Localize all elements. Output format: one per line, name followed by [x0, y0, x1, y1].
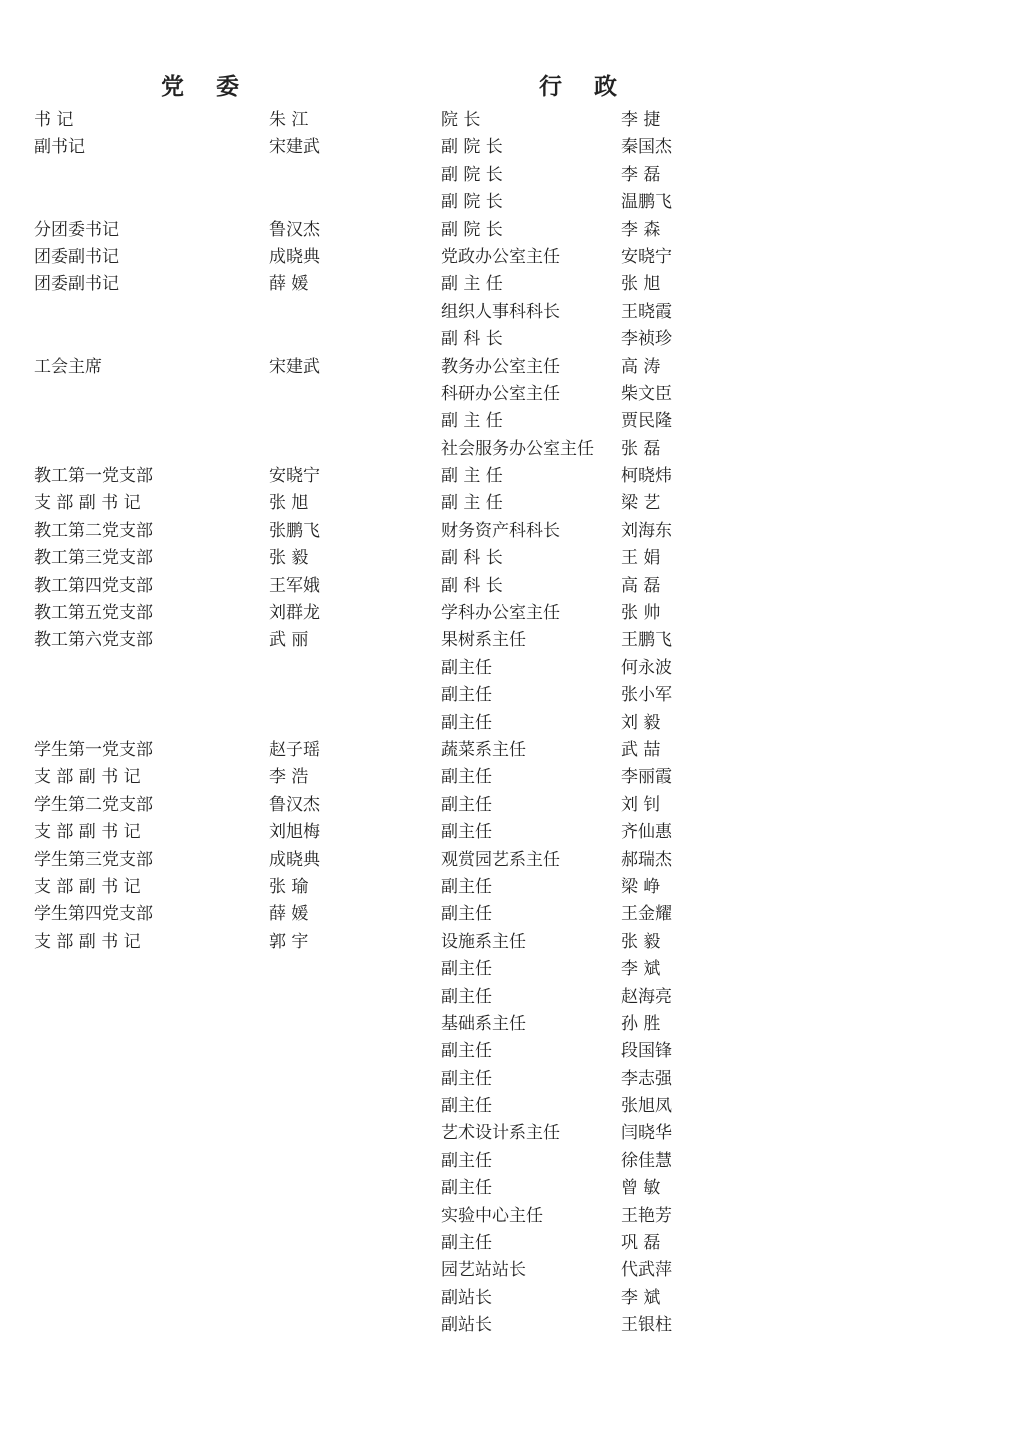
list-item	[34, 326, 354, 353]
person-name: 梁 峥	[621, 876, 661, 897]
position-title: 支 部 副 书 记	[34, 493, 141, 514]
list-item	[34, 600, 354, 627]
position-title: 副主任	[441, 876, 492, 897]
list-item	[441, 1038, 701, 1065]
administration-heading: 行 政	[539, 73, 630, 100]
list-item	[34, 217, 354, 244]
list-item	[441, 545, 701, 572]
person-name: 赵海亮	[621, 986, 672, 1007]
list-item	[441, 710, 701, 737]
list-item	[441, 874, 701, 901]
list-item	[441, 326, 701, 353]
position-title: 团委副书记	[34, 274, 119, 295]
person-name: 李 斌	[621, 959, 661, 980]
position-title: 支 部 副 书 记	[34, 822, 141, 843]
person-name: 李祯珍	[621, 329, 672, 350]
list-item	[441, 573, 701, 600]
position-title: 副 科 长	[441, 575, 503, 596]
list-item	[34, 408, 354, 435]
person-name: 张 毅	[621, 931, 661, 952]
list-item	[441, 655, 701, 682]
list-item	[441, 244, 701, 271]
position-title: 副 主 任	[441, 411, 503, 432]
person-name: 张旭凤	[621, 1096, 672, 1117]
list-item	[34, 545, 354, 572]
position-title: 副 主 任	[441, 466, 503, 487]
list-item	[441, 682, 701, 709]
person-name: 赵子瑶	[269, 739, 320, 760]
person-name: 王 娟	[621, 548, 661, 569]
position-title: 副主任	[441, 685, 492, 706]
list-item	[441, 1148, 701, 1175]
list-item	[441, 1312, 701, 1339]
list-item	[441, 792, 701, 819]
person-name: 李志强	[621, 1068, 672, 1089]
position-title: 观赏园艺系主任	[441, 849, 560, 870]
person-name: 张 瑜	[269, 876, 309, 897]
person-name: 刘海东	[621, 520, 672, 541]
list-item	[34, 929, 354, 956]
person-name: 柯晓炜	[621, 466, 672, 487]
list-item	[441, 107, 701, 134]
position-title: 教工第一党支部	[34, 466, 153, 487]
position-title: 副主任	[441, 1041, 492, 1062]
list-item	[441, 1011, 701, 1038]
person-name: 曾 敏	[621, 1178, 661, 1199]
list-item	[34, 107, 354, 134]
list-item	[441, 1093, 701, 1120]
party-committee-heading: 党 委	[161, 73, 252, 100]
position-title: 教工第三党支部	[34, 548, 153, 569]
person-name: 张 旭	[269, 493, 309, 514]
person-name: 李丽霞	[621, 767, 672, 788]
person-name: 何永波	[621, 657, 672, 678]
list-item	[441, 847, 701, 874]
list-item	[441, 217, 701, 244]
list-item	[441, 737, 701, 764]
list-item	[34, 299, 354, 326]
person-name: 闫晓华	[621, 1123, 672, 1144]
position-title: 蔬菜系主任	[441, 739, 526, 760]
position-title: 工会主席	[34, 356, 102, 377]
person-name: 高 磊	[621, 575, 661, 596]
position-title: 社会服务办公室主任	[441, 438, 594, 459]
position-title: 副 院 长	[441, 192, 503, 213]
position-title: 学科办公室主任	[441, 603, 560, 624]
list-item	[441, 463, 701, 490]
person-name: 张 磊	[621, 438, 661, 459]
list-item	[34, 901, 354, 928]
list-item	[34, 792, 354, 819]
person-name: 张 毅	[269, 548, 309, 569]
position-title: 副主任	[441, 986, 492, 1007]
list-item	[441, 956, 701, 983]
list-item	[34, 764, 354, 791]
list-item	[34, 244, 354, 271]
person-name: 王晓霞	[621, 301, 672, 322]
list-item	[34, 682, 354, 709]
person-name: 薛 媛	[269, 904, 309, 925]
position-title: 副 院 长	[441, 164, 503, 185]
list-item	[34, 354, 354, 381]
position-title: 教工第五党支部	[34, 603, 153, 624]
list-item	[441, 299, 701, 326]
person-name: 王艳芳	[621, 1205, 672, 1226]
list-item	[441, 408, 701, 435]
person-name: 张 旭	[621, 274, 661, 295]
list-item	[34, 710, 354, 737]
person-name: 刘 钊	[621, 794, 661, 815]
position-title: 学生第二党支部	[34, 794, 153, 815]
person-name: 成晓典	[269, 246, 320, 267]
person-name: 李 浩	[269, 767, 309, 788]
person-name: 张 帅	[621, 603, 661, 624]
position-title: 院 长	[441, 110, 481, 130]
person-name: 齐仙惠	[621, 822, 672, 843]
list-item	[34, 573, 354, 600]
list-item	[441, 1120, 701, 1147]
list-item	[441, 1203, 701, 1230]
person-name: 刘群龙	[269, 603, 320, 624]
position-title: 副主任	[441, 1150, 492, 1171]
position-title: 学生第四党支部	[34, 904, 153, 925]
person-name: 武 丽	[269, 630, 309, 651]
list-item	[34, 737, 354, 764]
position-title: 副站长	[441, 1315, 492, 1336]
person-name: 李 磊	[621, 164, 661, 185]
person-name: 刘旭梅	[269, 822, 320, 843]
person-name: 贾民隆	[621, 411, 672, 432]
person-name: 孙 胜	[621, 1013, 661, 1034]
list-item	[441, 1230, 701, 1257]
position-title: 支 部 副 书 记	[34, 767, 141, 788]
person-name: 柴文臣	[621, 383, 672, 404]
person-name: 鲁汉杰	[269, 794, 320, 815]
position-title: 副书记	[34, 137, 85, 158]
person-name: 李 捷	[621, 110, 661, 130]
position-title: 副站长	[441, 1287, 492, 1308]
administration-list	[441, 107, 701, 1340]
person-name: 王军娥	[269, 575, 320, 596]
list-item	[441, 819, 701, 846]
person-name: 郭 宇	[269, 931, 309, 952]
party-committee-list	[34, 107, 354, 956]
person-name: 张小军	[621, 685, 672, 706]
position-title: 副主任	[441, 904, 492, 925]
list-item	[441, 901, 701, 928]
position-title: 果树系主任	[441, 630, 526, 651]
position-title: 副主任	[441, 959, 492, 980]
person-name: 李 森	[621, 219, 661, 240]
position-title: 支 部 副 书 记	[34, 931, 141, 952]
list-item	[441, 518, 701, 545]
position-title: 书 记	[34, 110, 74, 130]
list-item	[34, 162, 354, 189]
person-name: 武 喆	[621, 739, 661, 760]
position-title: 设施系主任	[441, 931, 526, 952]
list-item	[441, 1257, 701, 1284]
position-title: 副主任	[441, 657, 492, 678]
person-name: 梁 艺	[621, 493, 661, 514]
list-item	[441, 354, 701, 381]
person-name: 王金耀	[621, 904, 672, 925]
list-item	[441, 381, 701, 408]
position-title: 基础系主任	[441, 1013, 526, 1034]
list-item	[34, 819, 354, 846]
position-title: 副 院 长	[441, 219, 503, 240]
person-name: 王银柱	[621, 1315, 672, 1336]
person-name: 宋建武	[269, 137, 320, 158]
person-name: 安晓宁	[621, 246, 672, 267]
person-name: 成晓典	[269, 849, 320, 870]
position-title: 实验中心主任	[441, 1205, 543, 1226]
person-name: 徐佳慧	[621, 1150, 672, 1171]
position-title: 党政办公室主任	[441, 246, 560, 267]
position-title: 副主任	[441, 1068, 492, 1089]
person-name: 温鹏飞	[621, 192, 672, 213]
list-item	[441, 271, 701, 298]
list-item	[34, 436, 354, 463]
list-item	[441, 162, 701, 189]
position-title: 分团委书记	[34, 219, 119, 240]
position-title: 副主任	[441, 767, 492, 788]
position-title: 副主任	[441, 1096, 492, 1117]
position-title: 副主任	[441, 712, 492, 733]
list-item	[34, 518, 354, 545]
position-title: 副 主 任	[441, 493, 503, 514]
person-name: 鲁汉杰	[269, 219, 320, 240]
position-title: 学生第三党支部	[34, 849, 153, 870]
position-title: 副 主 任	[441, 274, 503, 295]
position-title: 团委副书记	[34, 246, 119, 267]
list-item	[441, 490, 701, 517]
position-title: 支 部 副 书 记	[34, 876, 141, 897]
list-item	[34, 655, 354, 682]
person-name: 朱 江	[269, 110, 309, 130]
person-name: 宋建武	[269, 356, 320, 377]
list-item	[441, 189, 701, 216]
list-item	[34, 847, 354, 874]
position-title: 艺术设计系主任	[441, 1123, 560, 1144]
person-name: 秦国杰	[621, 137, 672, 158]
list-item	[34, 189, 354, 216]
person-name: 薛 媛	[269, 274, 309, 295]
person-name: 高 涛	[621, 356, 661, 377]
list-item	[34, 463, 354, 490]
list-item	[34, 134, 354, 161]
person-name: 李 斌	[621, 1287, 661, 1308]
person-name: 王鹏飞	[621, 630, 672, 651]
list-item	[34, 874, 354, 901]
position-title: 教工第四党支部	[34, 575, 153, 596]
person-name: 刘 毅	[621, 712, 661, 733]
position-title: 副 院 长	[441, 137, 503, 158]
list-item	[34, 490, 354, 517]
position-title: 副主任	[441, 1178, 492, 1199]
position-title: 副主任	[441, 794, 492, 815]
list-item	[441, 600, 701, 627]
list-item	[34, 271, 354, 298]
position-title: 副主任	[441, 822, 492, 843]
list-item	[441, 984, 701, 1011]
position-title: 教工第二党支部	[34, 520, 153, 541]
list-item	[441, 929, 701, 956]
person-name: 段国锋	[621, 1041, 672, 1062]
list-item	[34, 627, 354, 654]
person-name: 代武萍	[621, 1260, 672, 1281]
position-title: 副 科 长	[441, 329, 503, 350]
position-title: 教工第六党支部	[34, 630, 153, 651]
position-title: 财务资产科科长	[441, 520, 560, 541]
person-name: 郝瑞杰	[621, 849, 672, 870]
position-title: 学生第一党支部	[34, 739, 153, 760]
position-title: 副 科 长	[441, 548, 503, 569]
list-item	[34, 381, 354, 408]
list-item	[441, 134, 701, 161]
list-item	[441, 764, 701, 791]
list-item	[441, 1066, 701, 1093]
list-item	[441, 436, 701, 463]
person-name: 巩 磊	[621, 1233, 661, 1254]
list-item	[441, 1285, 701, 1312]
position-title: 园艺站站长	[441, 1260, 526, 1281]
list-item	[441, 627, 701, 654]
position-title: 组织人事科科长	[441, 301, 560, 322]
person-name: 安晓宁	[269, 466, 320, 487]
person-name: 张鹏飞	[269, 520, 320, 541]
position-title: 副主任	[441, 1233, 492, 1254]
position-title: 科研办公室主任	[441, 383, 560, 404]
list-item	[441, 1175, 701, 1202]
position-title: 教务办公室主任	[441, 356, 560, 377]
